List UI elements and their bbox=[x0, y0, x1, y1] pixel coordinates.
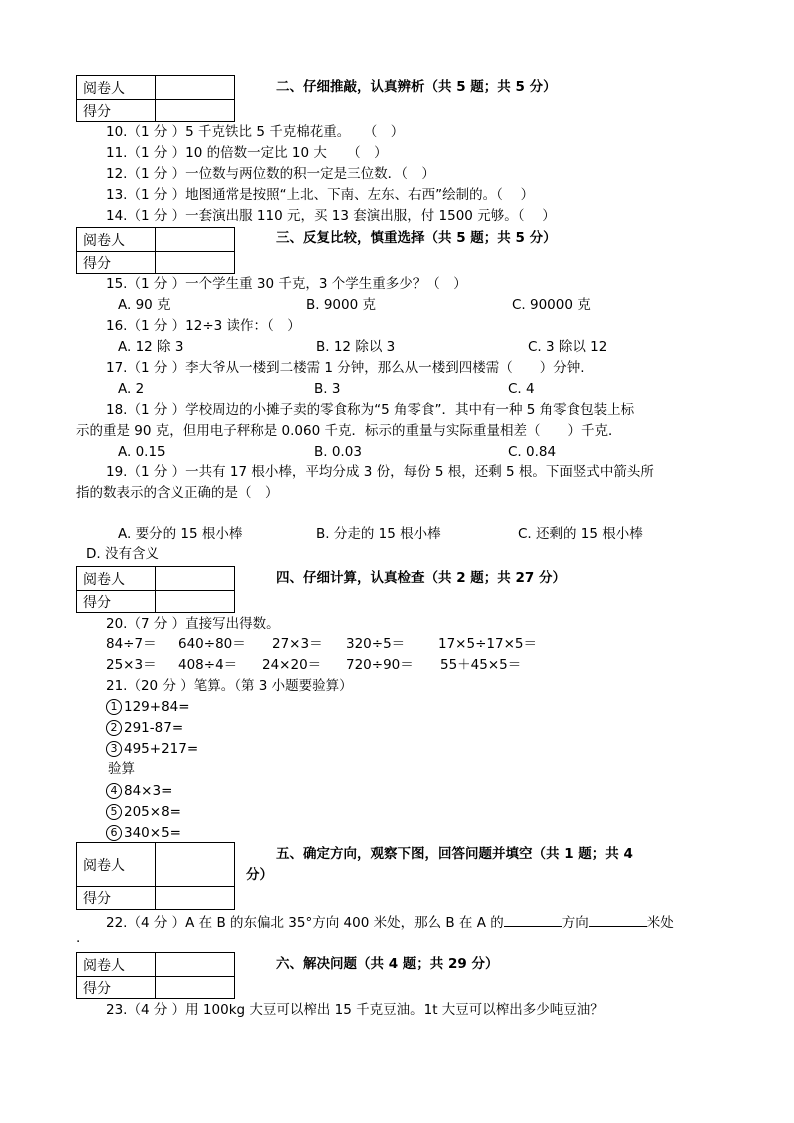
question-13: 13.（1 分 ）地图通常是按照“上北、下南、左东、右西”绘制的。（ ） bbox=[106, 187, 535, 203]
score-cell[interactable] bbox=[156, 977, 235, 999]
section-4-title: 四、仔细计算，认真检查（共 2 题；共 27 分） bbox=[276, 570, 566, 586]
calc-item: 55＋45×5＝ bbox=[440, 657, 522, 673]
reviewer-cell[interactable] bbox=[156, 953, 235, 977]
circled-number: 5 bbox=[106, 804, 122, 820]
reviewer-cell[interactable] bbox=[156, 228, 235, 252]
circled-number: 4 bbox=[106, 783, 122, 799]
calc-item: 320÷5＝ bbox=[346, 636, 406, 652]
q16-option-a[interactable]: A. 12 除 3 bbox=[118, 339, 184, 355]
question-11: 11.（1 分 ）10 的倍数一定比 10 大 （ ） bbox=[106, 145, 388, 161]
answer-blank[interactable] bbox=[504, 914, 562, 927]
calc-item: 17×5÷17×5＝ bbox=[438, 636, 537, 652]
question-19-line1: 19.（1 分 ）一共有 17 根小棒，平均分成 3 份，每份 5 根，还剩 5 根。下面竖式中箭头所 bbox=[106, 464, 654, 480]
section-5-title-cont: 分） bbox=[246, 867, 273, 883]
written-calc-item bbox=[106, 699, 190, 715]
expression: 84×3= bbox=[124, 783, 173, 799]
reviewer-label: 阅卷人 bbox=[77, 76, 156, 100]
question-16: 16.（1 分 ）12÷3 读作：（ ） bbox=[106, 318, 301, 334]
section-6-title: 六、解决问题（共 4 题；共 29 分） bbox=[276, 956, 499, 972]
q18-option-c[interactable]: C. 0.84 bbox=[508, 444, 557, 460]
question-23: 23.（4 分 ）用 100kg 大豆可以榨出 15 千克豆油。1t 大豆可以榨出多少吨豆油？ bbox=[106, 1002, 604, 1018]
q22-text-2: 方向 bbox=[561, 915, 589, 931]
written-calc-item bbox=[106, 720, 183, 736]
score-cell[interactable] bbox=[156, 591, 235, 613]
calc-item: 25×3＝ bbox=[106, 657, 157, 673]
q15-option-b[interactable]: B. 9000 克 bbox=[306, 297, 376, 313]
score-cell[interactable] bbox=[156, 887, 235, 910]
section-3-title: 三、反复比较，慎重选择（共 5 题；共 5 分） bbox=[276, 230, 557, 246]
calc-item: 408÷4＝ bbox=[178, 657, 238, 673]
question-14: 14.（1 分 ）一套演出服 110 元，买 13 套演出服，付 1500 元够。（ ） bbox=[106, 208, 556, 224]
q18-option-a[interactable]: A. 0.15 bbox=[118, 444, 166, 460]
q19-option-b[interactable]: B. 分走的 15 根小棒 bbox=[316, 526, 441, 542]
section-5-title: 五、确定方向，观察下图，回答问题并填空（共 1 题；共 4 bbox=[276, 846, 633, 862]
written-calc-item bbox=[106, 741, 198, 757]
question-10: 10.（1 分 ）5 千克铁比 5 千克棉花重。 （ ） bbox=[106, 124, 405, 140]
q22-end-mark: . bbox=[76, 930, 81, 946]
answer-blank[interactable] bbox=[589, 914, 647, 927]
score-label: 得分 bbox=[77, 887, 156, 910]
question-22 bbox=[106, 914, 674, 931]
calc-item: 24×20＝ bbox=[262, 657, 322, 673]
written-calc-item bbox=[106, 825, 181, 841]
score-table bbox=[76, 566, 235, 613]
reviewer-cell[interactable] bbox=[156, 843, 235, 887]
reviewer-label: 阅卷人 bbox=[77, 567, 156, 591]
calc-item: 27×3＝ bbox=[272, 636, 323, 652]
question-17: 17.（1 分 ）李大爷从一楼到二楼需 1 分钟，那么从一楼到四楼需（ ）分钟. bbox=[106, 360, 585, 376]
question-12: 12.（1 分 ）一位数与两位数的积一定是三位数．（ ） bbox=[106, 166, 435, 182]
calc-item: 84÷7＝ bbox=[106, 636, 157, 652]
q17-option-c[interactable]: C. 4 bbox=[508, 381, 535, 397]
score-label: 得分 bbox=[77, 100, 156, 122]
expression: 291-87= bbox=[124, 720, 184, 736]
score-table bbox=[76, 952, 235, 999]
q19-option-c[interactable]: C. 还剩的 15 根小棒 bbox=[518, 526, 643, 542]
q16-option-b[interactable]: B. 12 除以 3 bbox=[316, 339, 396, 355]
expression: 340×5= bbox=[124, 825, 181, 841]
q22-text-3: 米处 bbox=[646, 915, 674, 931]
circled-number: 3 bbox=[106, 741, 122, 757]
score-table bbox=[76, 227, 235, 274]
written-calc-item bbox=[106, 783, 172, 799]
question-18-line2: 示的重是 90 克，但用电子秤称是 0.060 千克．标示的重量与实际重量相差（ ）千克． bbox=[76, 423, 622, 439]
written-calc-item bbox=[106, 804, 181, 820]
q15-option-c[interactable]: C. 90000 克 bbox=[512, 297, 591, 313]
circled-number: 6 bbox=[106, 825, 122, 841]
q15-option-a[interactable]: A. 90 克 bbox=[118, 297, 171, 313]
score-label: 得分 bbox=[77, 977, 156, 999]
q18-option-b[interactable]: B. 0.03 bbox=[314, 444, 362, 460]
reviewer-label: 阅卷人 bbox=[77, 228, 156, 252]
q22-text-1: 22.（4 分 ）A 在 B 的东偏北 35°方向 400 米处，那么 B 在 A 的 bbox=[106, 915, 504, 931]
reviewer-label: 阅卷人 bbox=[77, 953, 156, 977]
expression: 129+84= bbox=[124, 699, 190, 715]
reviewer-label: 阅卷人 bbox=[77, 843, 156, 887]
score-table bbox=[76, 842, 235, 910]
question-19-line2: 指的数表示的含义正确的是（ ） bbox=[76, 485, 279, 501]
q17-option-a[interactable]: A. 2 bbox=[118, 381, 145, 397]
reviewer-cell[interactable] bbox=[156, 76, 235, 100]
score-cell[interactable] bbox=[156, 100, 235, 122]
score-cell[interactable] bbox=[156, 252, 235, 274]
calc-item: 720÷90＝ bbox=[346, 657, 414, 673]
q16-option-c[interactable]: C. 3 除以 12 bbox=[528, 339, 608, 355]
check-label: 验算 bbox=[108, 761, 135, 777]
score-table bbox=[76, 75, 235, 122]
expression: 205×8= bbox=[124, 804, 181, 820]
question-18-line1: 18.（1 分 ）学校周边的小摊子卖的零食称为“5 角零食”．其中有一种 5 角零食包装上标 bbox=[106, 402, 635, 418]
calc-item: 640÷80＝ bbox=[178, 636, 246, 652]
question-21: 21.（20 分 ）笔算。（第 3 小题要验算） bbox=[106, 678, 353, 694]
expression: 495+217= bbox=[124, 741, 199, 757]
score-label: 得分 bbox=[77, 252, 156, 274]
q19-option-d[interactable]: D. 没有含义 bbox=[86, 546, 159, 562]
q19-option-a[interactable]: A. 要分的 15 根小棒 bbox=[118, 526, 243, 542]
section-2-title: 二、仔细推敲，认真辨析（共 5 题；共 5 分） bbox=[276, 79, 557, 95]
question-20: 20.（7 分 ）直接写出得数。 bbox=[106, 616, 280, 632]
circled-number: 1 bbox=[106, 699, 122, 715]
q17-option-b[interactable]: B. 3 bbox=[314, 381, 341, 397]
question-15: 15.（1 分 ）一个学生重 30 千克，3 个学生重多少？（ ） bbox=[106, 276, 467, 292]
reviewer-cell[interactable] bbox=[156, 567, 235, 591]
score-label: 得分 bbox=[77, 591, 156, 613]
circled-number: 2 bbox=[106, 720, 122, 736]
